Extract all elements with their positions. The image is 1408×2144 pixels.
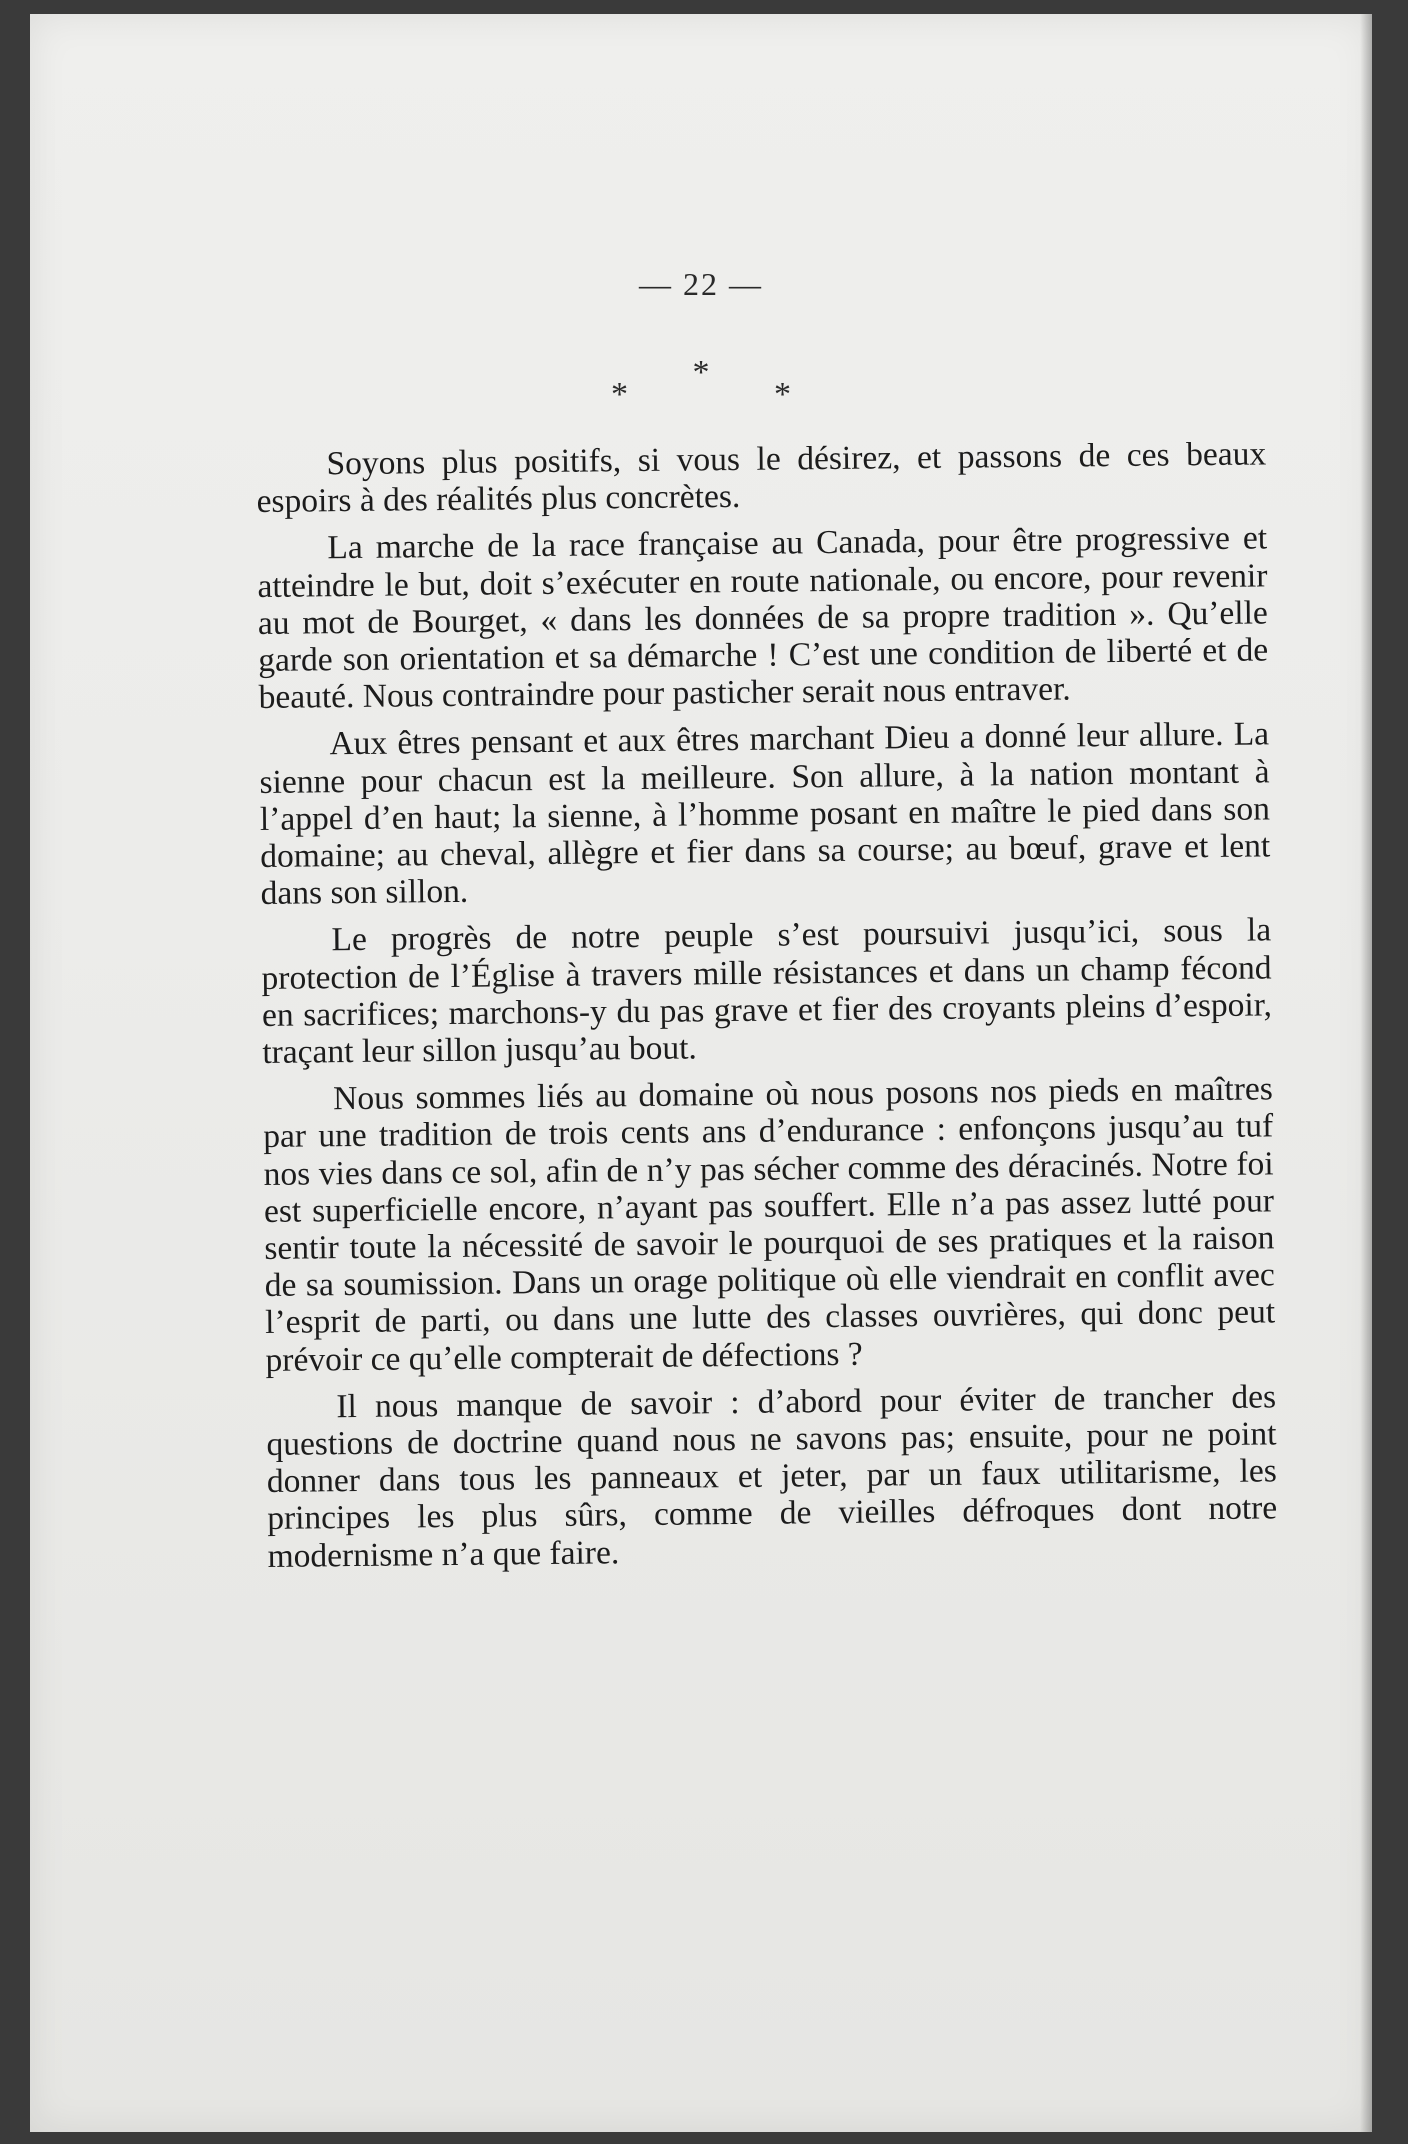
paragraph: La marche de la race française au Canada, pour être progressive et atteindre le but, doit s’exécuter en route nationale, ou encore, pour revenir au mot de Bourget, « dans les données de sa propre tradition ». Qu’elle garde son orientation et sa démarche ! C’est une condition de liberté et de beauté. Nous contraindre pour pasticher serait nous entraver.: [257, 519, 1269, 717]
paragraph: Il nous manque de savoir : d’abord pour éviter de trancher des questions de doctrine quand nous ne savons pas; ensuite, pour ne point donner dans tous les panneaux et jeter, par un faux utilitarisme, les principes les plus sûrs, comme de vieilles défroques dont notre modernisme n’a que faire.: [266, 1378, 1278, 1575]
section-separator: [30, 354, 1372, 426]
paragraph: Soyons plus positifs, si vous le désirez, et passons de ces beaux espoirs à des réalités plus concrètes.: [256, 435, 1267, 521]
paragraph: Aux êtres pensant et aux êtres marchant Dieu a donné leur allure. La sienne pour chacun est la meilleure. Son allure, à la nation montant à l’appel d’en haut; la sienne, à l’homme posant en maître le pied dans son domaine; au cheval, allègre et fier dans sa course; au bœuf, grave et lent dans son sillon.: [259, 715, 1271, 913]
separator-star-left: *: [611, 376, 628, 413]
book-page: [30, 14, 1372, 2132]
paragraph: Nous sommes liés au domaine où nous posons nos pieds en maîtres par une tradition de trois cents ans d’endurance : enfonçons jusqu’au tuf nos vies dans ce sol, afin de n’y pas sécher comme des déracinés. Notre foi est superficielle encore, n’ayant pas souffert. Elle n’a pas assez lutté pour sentir toute la nécessité de savoir le pourquoi de ses pratiques et la raison de sa soumission. Dans un orage politique où elle viendrait en conflit avec l’esprit de parti, ou dans une lutte des classes ouvrières, qui donc peut prévoir ce qu’elle compterait de défections ?: [263, 1070, 1276, 1379]
body-text: [256, 435, 1278, 1584]
page-number: — 22 —: [639, 266, 763, 302]
separator-star-middle: *: [692, 354, 710, 391]
paragraph: Le progrès de notre peuple s’est poursuivi jusqu’ici, sous la protection de l’Église à travers mille résistances et dans un champ fécond en sacrifices; marchons-y du pas grave et fier des croyants pleins d’espoir, traçant leur sillon jusqu’au bout.: [261, 911, 1273, 1072]
page-edge-shadow: [1360, 14, 1372, 2132]
separator-star-right: *: [774, 376, 791, 413]
